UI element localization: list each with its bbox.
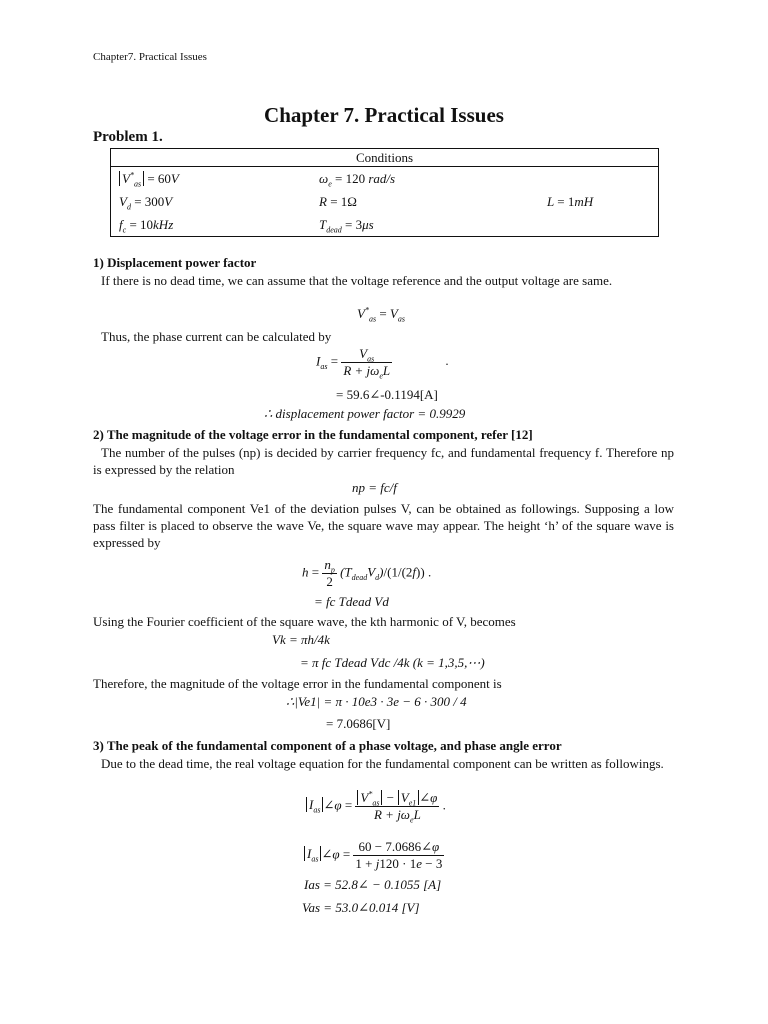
section2-eq1: np = fc/f: [352, 480, 397, 495]
section3-eq1: $I_{as}$ ∠φ = $\frac{V^*_{as} - V_{e1} \angle\varphi}{R + j\omega_eL}$ .: [306, 790, 446, 823]
cond-empty-2: [539, 213, 659, 237]
cond-r: R = 1Ω: [319, 193, 357, 209]
section2-eq2-line2: = fc Tdead Vd: [314, 594, 389, 609]
section2-eq4-line2: = 7.0686[V]: [326, 716, 391, 731]
section3-heading: 3) The peak of the fundamental component of a phase voltage, and phase angle error: [93, 738, 562, 753]
section3-eq2: $I_{as}$ ∠φ = $\frac{60 - 7.0686\angle\varphi}{1 + j120 \cdot 1e - 3}$: [304, 839, 444, 872]
cond-vd: $V_d = 300V$: [119, 193, 173, 212]
section3-paragraph1: Due to the dead time, the real voltage equation for the fundamental component can be written as followings.: [101, 756, 664, 771]
section1-paragraph1: If there is no dead time, we can assume that the voltage reference and the output voltage are same.: [101, 273, 613, 288]
section2-paragraph4: Therefore, the magnitude of the voltage error in the fundamental component is: [93, 676, 502, 691]
cond-fc: $f_c = 10kHz$: [119, 216, 174, 235]
cond-l: L = 1mH: [547, 193, 594, 209]
cond-omega: $\omega_e = 120$ rad/s: [319, 170, 396, 189]
section1-eq3: ∴ displacement power factor = 0.9929: [264, 406, 466, 421]
section2-paragraph1: The number of the pulses (np) is decided by carrier frequency fc, and fundamental frequency f. Therefore np is expressed by the relation: [93, 445, 674, 477]
cond-vas: $V^*_{as} = 60V$: [111, 167, 320, 191]
section2-eq2: h = $\frac{n_p}{2}$ $(T_{dead}V_d)/(1/(2f))$ .: [302, 557, 432, 589]
section1-eq2-result: = 59.6∠-0.1194[A]: [336, 387, 438, 402]
section1-eq1: $V^*_{as} = V_{as}$: [357, 305, 405, 324]
conditions-table: [110, 148, 659, 237]
section2-paragraph2: The fundamental component Ve1 of the deviation pulses V, can be obtained as followings. Supposing a low pass filter is placed to observe the wave Ve, the square wave may appear. The height ‘h’ of the square wave is expressed by: [93, 501, 674, 550]
running-header: Chapter7. Practical Issues: [93, 51, 207, 63]
section3-eq4: Vas = 53.0∠0.014 [V]: [302, 900, 420, 915]
section2-eq3-line1: Vk = πh/4k: [272, 632, 330, 647]
conditions-header: Conditions: [111, 149, 659, 167]
section2-eq4-line1: ∴|Ve1| = π · 10e3 · 3e − 6 · 300 / 4: [286, 694, 467, 709]
chapter-title: Chapter 7. Practical Issues: [264, 103, 504, 127]
problem-heading: Problem 1.: [93, 129, 163, 145]
section1-heading: 1) Displacement power factor: [93, 255, 257, 270]
section1-eq2: $I_{as}$ = $\frac{V_{as}}{R + j\omega_eL}$ .: [316, 346, 449, 381]
section2-eq3-line2: = π fc Tdead Vdc /4k (k = 1,3,5,⋯): [300, 655, 485, 670]
section3-eq3: Ias = 52.8∠ − 0.1055 [A]: [304, 877, 442, 892]
section2-heading: 2) The magnitude of the voltage error in the fundamental component, refer [12]: [93, 427, 533, 442]
cond-empty-1: [539, 167, 659, 191]
cond-tdead: $T_{dead} = 3\mu s$: [319, 216, 374, 235]
section2-paragraph3: Using the Fourier coefficient of the square wave, the kth harmonic of V, becomes: [93, 614, 516, 629]
section1-paragraph2: Thus, the phase current can be calculated by: [101, 329, 332, 344]
